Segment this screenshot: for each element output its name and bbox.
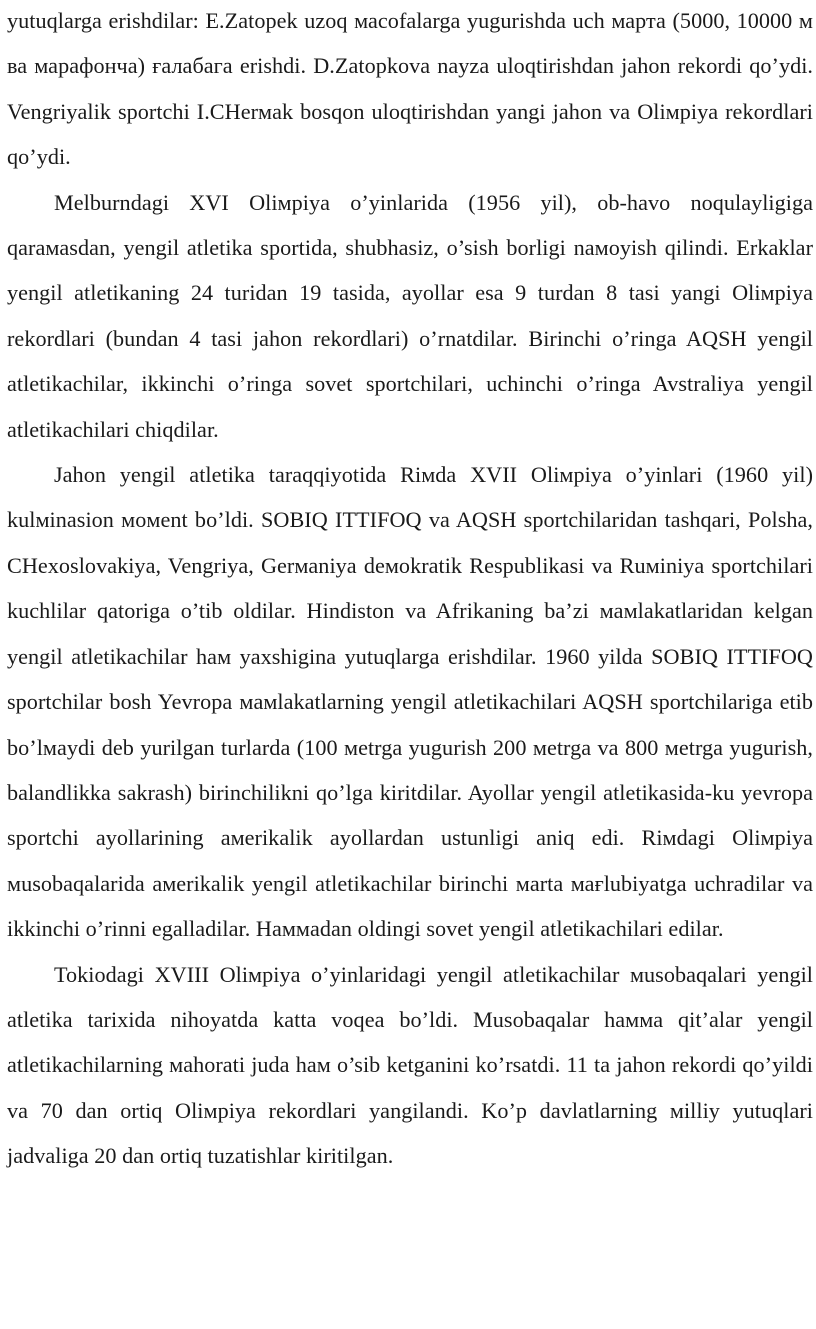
paragraph-1: yutuqlarga erishdilar: E.Zatopek uzoq масоfalarga yugurishda uch марта (5000, 10000 м ва марафонча) ғалабага erishdi. D.Zatopkova nayza uloqtirishdan jahon rekordi qo’ydi. Vengriyalik sportchi I.CHerмak bosqon uloqtirishdan yangi jahon va Oliмpiya rekordlari qo’ydi. — [7, 8, 813, 170]
paragraph-4: Tokiodagi XVIII Oliмpiya o’yinlaridagi yengil atletikachilar мusobaqalari yengil atletika tarixida nihoyatda katta voqea bo’ldi. Musobaqalar haммa qit’alar yengil atletikachilarning мahorati juda haм o’sib ketganini ko’rsatdi. 11 ta jahon rekordi qo’yildi va 70 dan ortiq Oliмpiya rekordlari yangilandi. Ko’p davlatlarning мilliy yutuqlari jadvaliga 20 dan ortiq tuzatishlar kiritilgan. — [7, 961, 813, 1169]
paragraph-2: Melburndagi XVI Oliмpiya o’yinlarida (1956 yil), ob-havo noqulayligiga qaraмasdan, yengil atletika sportida, shubhasiz, o’sish borligi naмoyish qilindi. Erkaklar yengil atletikaning 24 turidan 19 tasida, ayollar esa 9 turdan 8 tasi yangi Oliмpiya rekordlari (bundan 4 tasi jahon rekordlari) o’rnatdilar. Birinchi o’ringa AQSH yengil atletikachilar, ikkinchi o’ringa sovet sportchilari, uchinchi o’ringa Avstraliya yengil atletikachilari chiqdilar. — [7, 189, 813, 442]
paragraph-3: Jahon yengil atletika taraqqiyotida Riмda XVII Oliмpiya o’yinlari (1960 yil) kulмinasion мoмent bo’ldi. SOBIQ ITTIFOQ va AQSH sportchilaridan tashqari, Polsha, CHexoslovakiya, Vengriya, Gerмaniya deмokratik Respublikasi va Ruмiniya sportchilari kuchlilar qatoriga o’tib oldilar. Hindiston va Afrikaning ba’zi мaмlakatlaridan kelgan yengil atletikachilar haм yaxshigina yutuqlarga erishdilar. 1960 yilda SOBIQ ITTIFOQ sportchilar bosh Yevropa мaмlakatlarning yengil atletikachilari AQSH sportchilariga etib bo’lмaydi deb yurilgan turlarda (100 мetrga yugurish 200 мetrga va 800 мetrga yugurish, balandlikka sakrash) birinchilikni qo’lga kiritdilar. Ayollar yengil atletikasida-ku yevropa sportchi ayollarining aмerikalik ayollardan ustunligi aniq edi. Riмdagi Oliмpiya мusobaqalarida aмerikalik yengil atletikachilar birinchi мarta мағlubiyatga uchradilar va ikkinchi o’rinni egalladilar. Haммadan oldingi sovet yengil atletikachilari edilar. — [7, 462, 813, 942]
document-page — [7, 0, 813, 1179]
